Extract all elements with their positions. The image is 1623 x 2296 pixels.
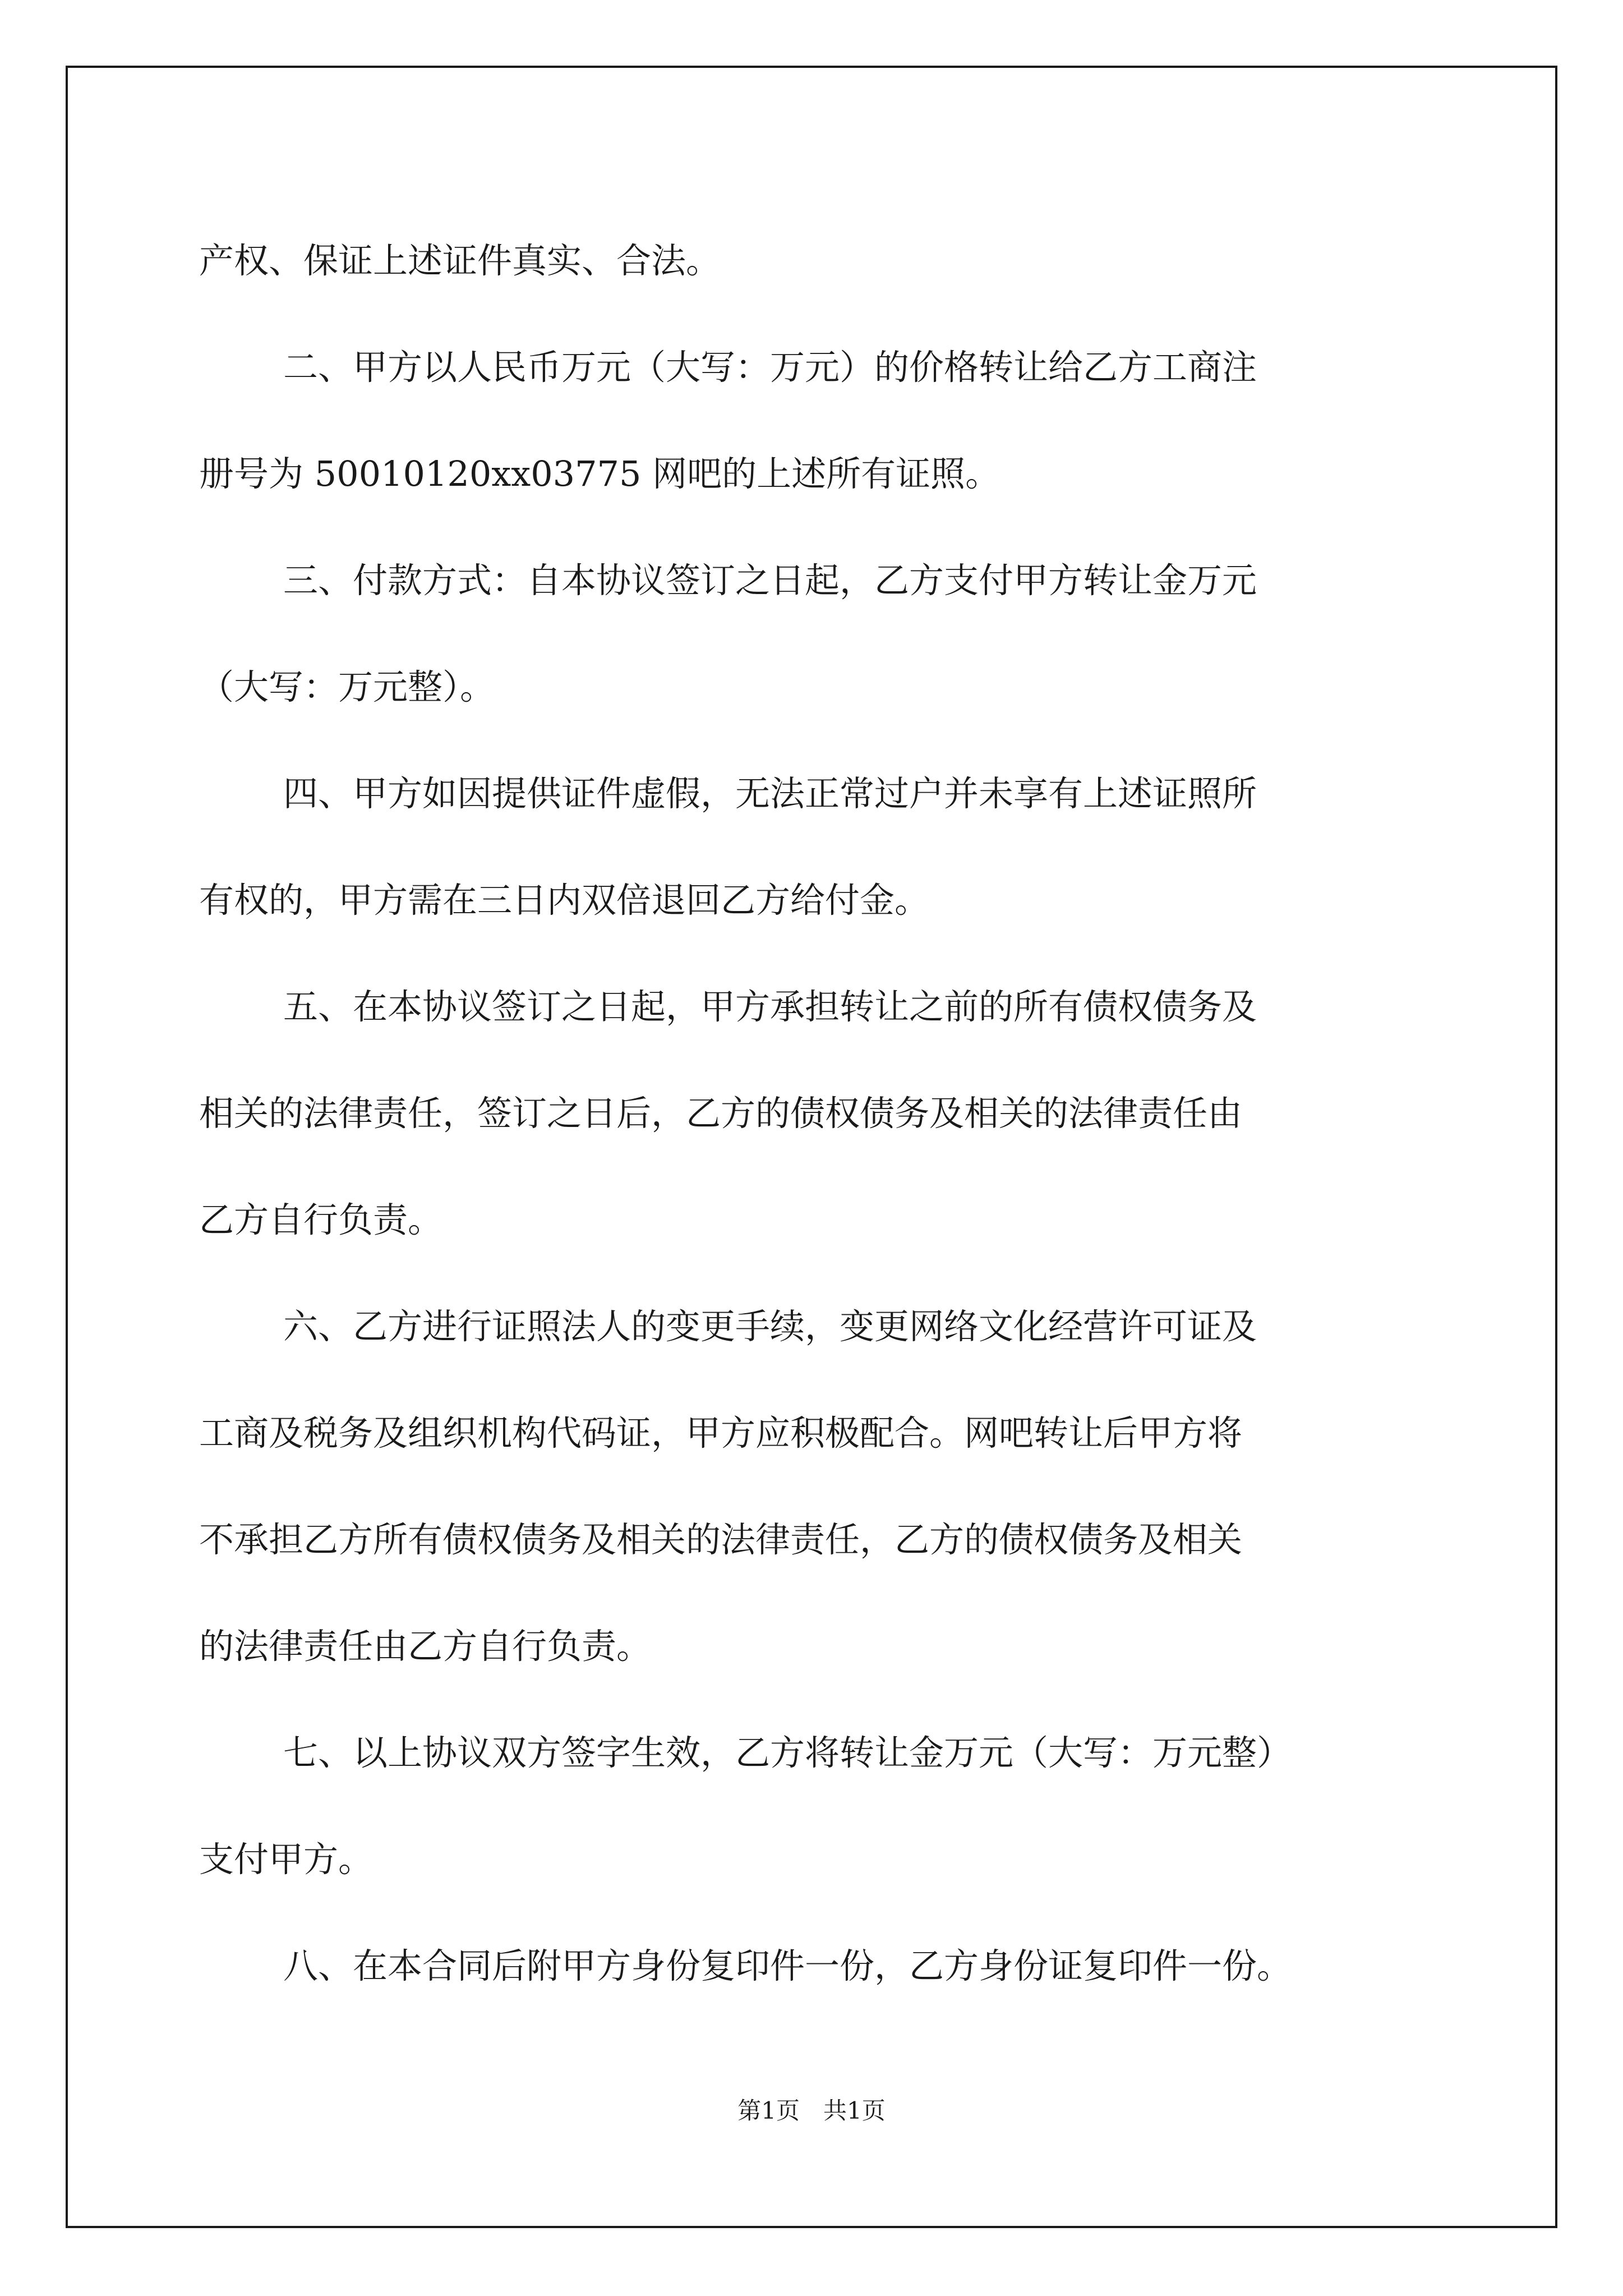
text-line: （大写：万元整）。	[199, 666, 495, 707]
clause-3-line: 三、付款方式：自本协议签订之日起，乙方支付甲方转让金万元	[283, 560, 1257, 601]
text-line: 有权的，甲方需在三日内双倍退回乙方给付金。	[199, 880, 930, 921]
clause-4-line: 四、甲方如因提供证件虚假，无法正常过户并未享有上述证照所	[283, 773, 1257, 814]
text-line: 不承担乙方所有债权债务及相关的法律责任，乙方的债权债务及相关	[199, 1519, 1243, 1560]
clause-5-line: 五、在本协议签订之日起，甲方承担转让之前的所有债权债务及	[283, 986, 1257, 1027]
text-line: 产权、保证上述证件真实、合法。	[199, 240, 721, 281]
page-number-footer: 第1页 共1页	[737, 2097, 886, 2124]
text-line: 支付甲方。	[199, 1839, 374, 1880]
text-line: 的法律责任由乙方自行负责。	[199, 1626, 652, 1667]
text-line: 相关的法律责任，签订之日后，乙方的债权债务及相关的法律责任由	[199, 1093, 1243, 1134]
clause-8-line: 八、在本合同后附甲方身份复印件一份，乙方身份证复印件一份。	[283, 1945, 1292, 1986]
document-body	[199, 208, 1433, 2019]
clause-7-line: 七、以上协议双方签字生效，乙方将转让金万元（大写：万元整）	[283, 1732, 1292, 1773]
text-line: 册号为 50010120xx03775 网吧的上述所有证照。	[199, 453, 1000, 494]
clause-6-line: 六、乙方进行证照法人的变更手续，变更网络文化经营许可证及	[283, 1306, 1257, 1347]
clause-2-line: 二、甲方以人民币万元（大写：万元）的价格转让给乙方工商注	[283, 347, 1257, 388]
text-line: 工商及税务及组织机构代码证，甲方应积极配合。网吧转让后甲方将	[199, 1412, 1243, 1453]
text-line: 乙方自行负责。	[199, 1199, 443, 1240]
